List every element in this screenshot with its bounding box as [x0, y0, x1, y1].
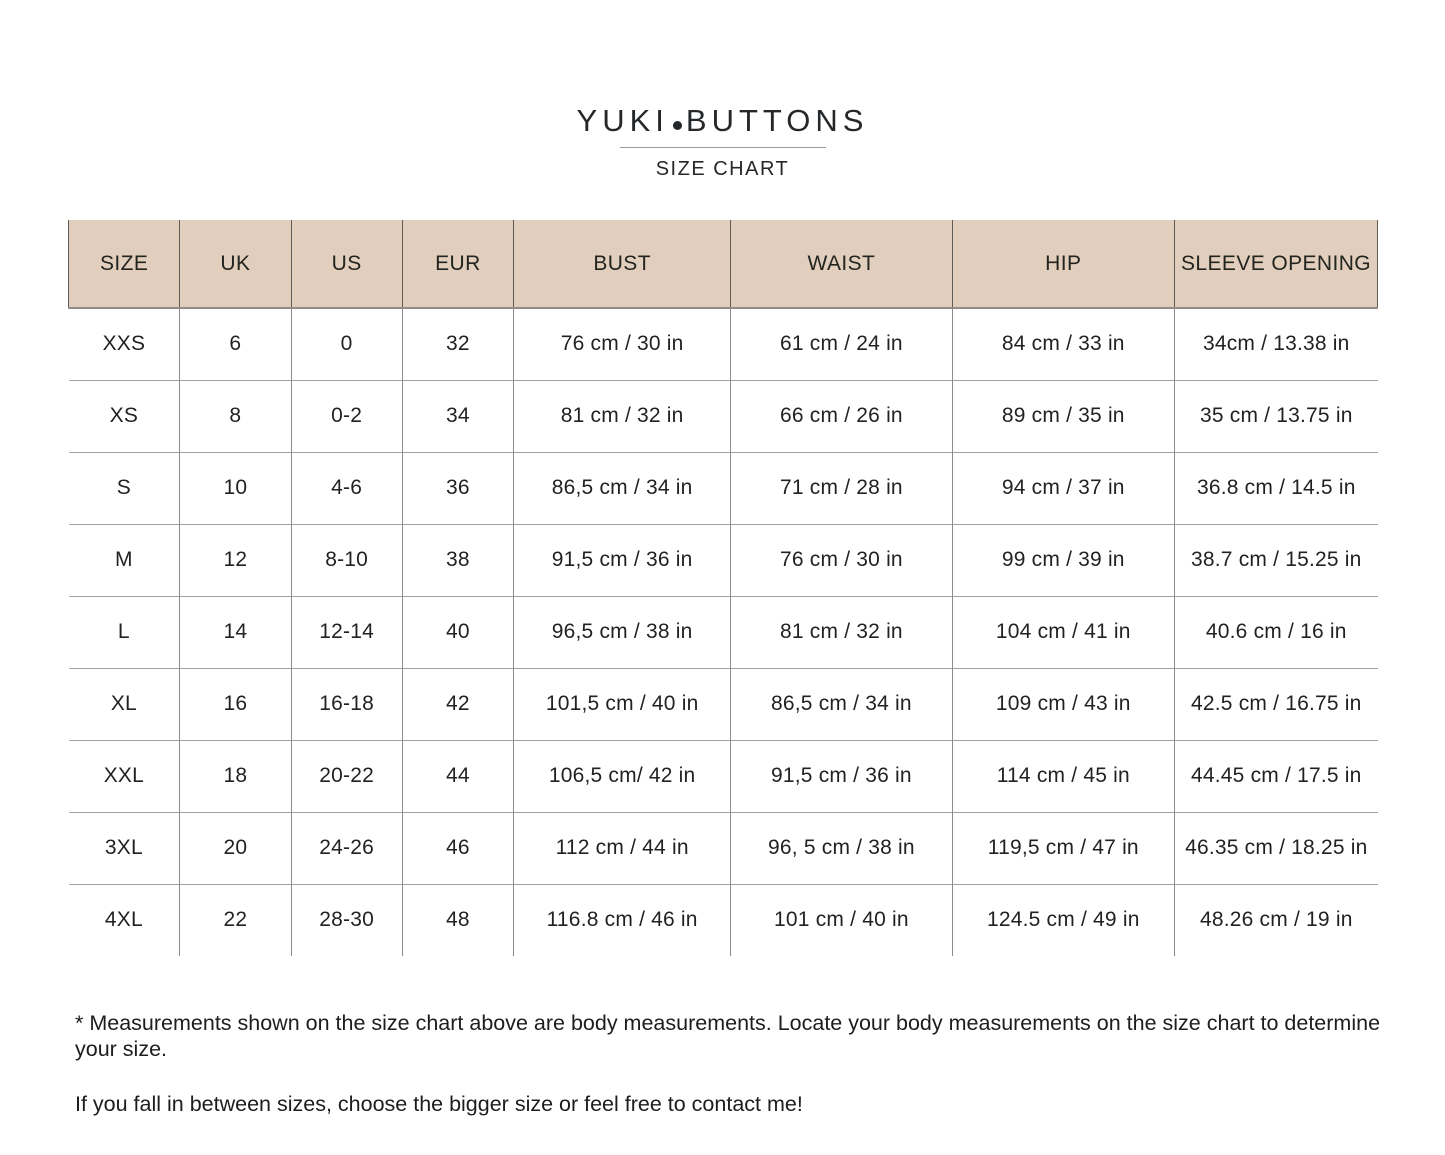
- table-row-xs: [69, 380, 1378, 452]
- table-cell: 34: [402, 380, 513, 452]
- table-cell: 76 cm / 30 in: [514, 308, 731, 380]
- table-cell: S: [69, 452, 180, 524]
- table-cell: 61 cm / 24 in: [731, 308, 952, 380]
- table-cell: 36: [402, 452, 513, 524]
- table-cell: 84 cm / 33 in: [952, 308, 1175, 380]
- table-cell: 0: [291, 308, 402, 380]
- column-header-eur: EUR: [402, 220, 513, 308]
- column-header-hip: HIP: [952, 220, 1175, 308]
- size-chart-table: [68, 220, 1378, 956]
- table-cell: XS: [69, 380, 180, 452]
- table-cell: 16-18: [291, 668, 402, 740]
- table-cell: 40: [402, 596, 513, 668]
- table-cell: 32: [402, 308, 513, 380]
- table-cell: 0-2: [291, 380, 402, 452]
- between-sizes-note: If you fall in between sizes, choose the bigger size or feel free to contact me!: [75, 1091, 803, 1116]
- notes-section: [75, 1010, 1385, 1117]
- title-divider: [620, 147, 826, 148]
- table-cell: 104 cm / 41 in: [952, 596, 1175, 668]
- table-cell: 8-10: [291, 524, 402, 596]
- table-cell: 12-14: [291, 596, 402, 668]
- size-table-body: [69, 308, 1378, 956]
- column-header-us: US: [291, 220, 402, 308]
- table-cell: 71 cm / 28 in: [731, 452, 952, 524]
- table-cell: 81 cm / 32 in: [731, 596, 952, 668]
- table-row-4xl: [69, 884, 1378, 956]
- table-cell: 35 cm / 13.75 in: [1175, 380, 1378, 452]
- table-cell: 48.26 cm / 19 in: [1175, 884, 1378, 956]
- table-cell: L: [69, 596, 180, 668]
- table-cell: 66 cm / 26 in: [731, 380, 952, 452]
- table-row-xxs: [69, 308, 1378, 380]
- table-cell: 3XL: [69, 812, 180, 884]
- table-cell: 106,5 cm/ 42 in: [514, 740, 731, 812]
- table-cell: 94 cm / 37 in: [952, 452, 1175, 524]
- column-header-bust: BUST: [514, 220, 731, 308]
- table-cell: 101 cm / 40 in: [731, 884, 952, 956]
- table-cell: XXS: [69, 308, 180, 380]
- table-cell: 116.8 cm / 46 in: [514, 884, 731, 956]
- table-cell: 124.5 cm / 49 in: [952, 884, 1175, 956]
- table-cell: 76 cm / 30 in: [731, 524, 952, 596]
- table-row-l: [69, 596, 1378, 668]
- table-row-xxl: [69, 740, 1378, 812]
- column-header-size: SIZE: [69, 220, 180, 308]
- brand-name-left: YUKI: [576, 103, 669, 138]
- table-cell: 96,5 cm / 38 in: [514, 596, 731, 668]
- table-cell: 18: [180, 740, 291, 812]
- table-cell: 16: [180, 668, 291, 740]
- brand-name-right: BUTTONS: [685, 103, 869, 138]
- table-cell: 4XL: [69, 884, 180, 956]
- table-cell: 48: [402, 884, 513, 956]
- column-header-waist: WAIST: [731, 220, 952, 308]
- table-cell: 42.5 cm / 16.75 in: [1175, 668, 1378, 740]
- column-header-sleeve-opening: SLEEVE OPENING: [1175, 220, 1378, 308]
- table-cell: XXL: [69, 740, 180, 812]
- table-cell: 20-22: [291, 740, 402, 812]
- table-row-m: [69, 524, 1378, 596]
- table-cell: 20: [180, 812, 291, 884]
- table-cell: 46: [402, 812, 513, 884]
- page-subtitle: SIZE CHART: [655, 158, 790, 181]
- table-cell: 6: [180, 308, 291, 380]
- table-cell: 4-6: [291, 452, 402, 524]
- table-cell: 12: [180, 524, 291, 596]
- table-cell: 44: [402, 740, 513, 812]
- table-cell: 8: [180, 380, 291, 452]
- table-cell: 91,5 cm / 36 in: [731, 740, 952, 812]
- table-cell: 99 cm / 39 in: [952, 524, 1175, 596]
- table-cell: 46.35 cm / 18.25 in: [1175, 812, 1378, 884]
- table-cell: 28-30: [291, 884, 402, 956]
- table-cell: 38: [402, 524, 513, 596]
- table-cell: 119,5 cm / 47 in: [952, 812, 1175, 884]
- table-cell: 38.7 cm / 15.25 in: [1175, 524, 1378, 596]
- table-cell: 24-26: [291, 812, 402, 884]
- table-row-xl: [69, 668, 1378, 740]
- table-cell: 96, 5 cm / 38 in: [731, 812, 952, 884]
- table-row-s: [69, 452, 1378, 524]
- title-block: [0, 0, 1445, 181]
- table-cell: 114 cm / 45 in: [952, 740, 1175, 812]
- table-cell: 10: [180, 452, 291, 524]
- column-header-uk: UK: [180, 220, 291, 308]
- table-cell: 109 cm / 43 in: [952, 668, 1175, 740]
- table-cell: 36.8 cm / 14.5 in: [1175, 452, 1378, 524]
- table-cell: M: [69, 524, 180, 596]
- table-cell: 112 cm / 44 in: [514, 812, 731, 884]
- table-cell: 86,5 cm / 34 in: [731, 668, 952, 740]
- table-cell: 101,5 cm / 40 in: [514, 668, 731, 740]
- table-cell: 86,5 cm / 34 in: [514, 452, 731, 524]
- table-cell: 42: [402, 668, 513, 740]
- brand-dot-icon: [673, 121, 682, 130]
- table-cell: XL: [69, 668, 180, 740]
- brand-title: [0, 104, 1445, 138]
- table-row-3xl: [69, 812, 1378, 884]
- measurement-note: * Measurements shown on the size chart above are body measurements. Locate your body measurements on the size chart to determine your size.: [75, 1011, 1381, 1062]
- table-cell: 14: [180, 596, 291, 668]
- table-cell: 44.45 cm / 17.5 in: [1175, 740, 1378, 812]
- table-cell: 91,5 cm / 36 in: [514, 524, 731, 596]
- table-cell: 40.6 cm / 16 in: [1175, 596, 1378, 668]
- table-cell: 89 cm / 35 in: [952, 380, 1175, 452]
- table-cell: 22: [180, 884, 291, 956]
- table-cell: 34cm / 13.38 in: [1175, 308, 1378, 380]
- table-cell: 81 cm / 32 in: [514, 380, 731, 452]
- table-header-row: [69, 220, 1378, 308]
